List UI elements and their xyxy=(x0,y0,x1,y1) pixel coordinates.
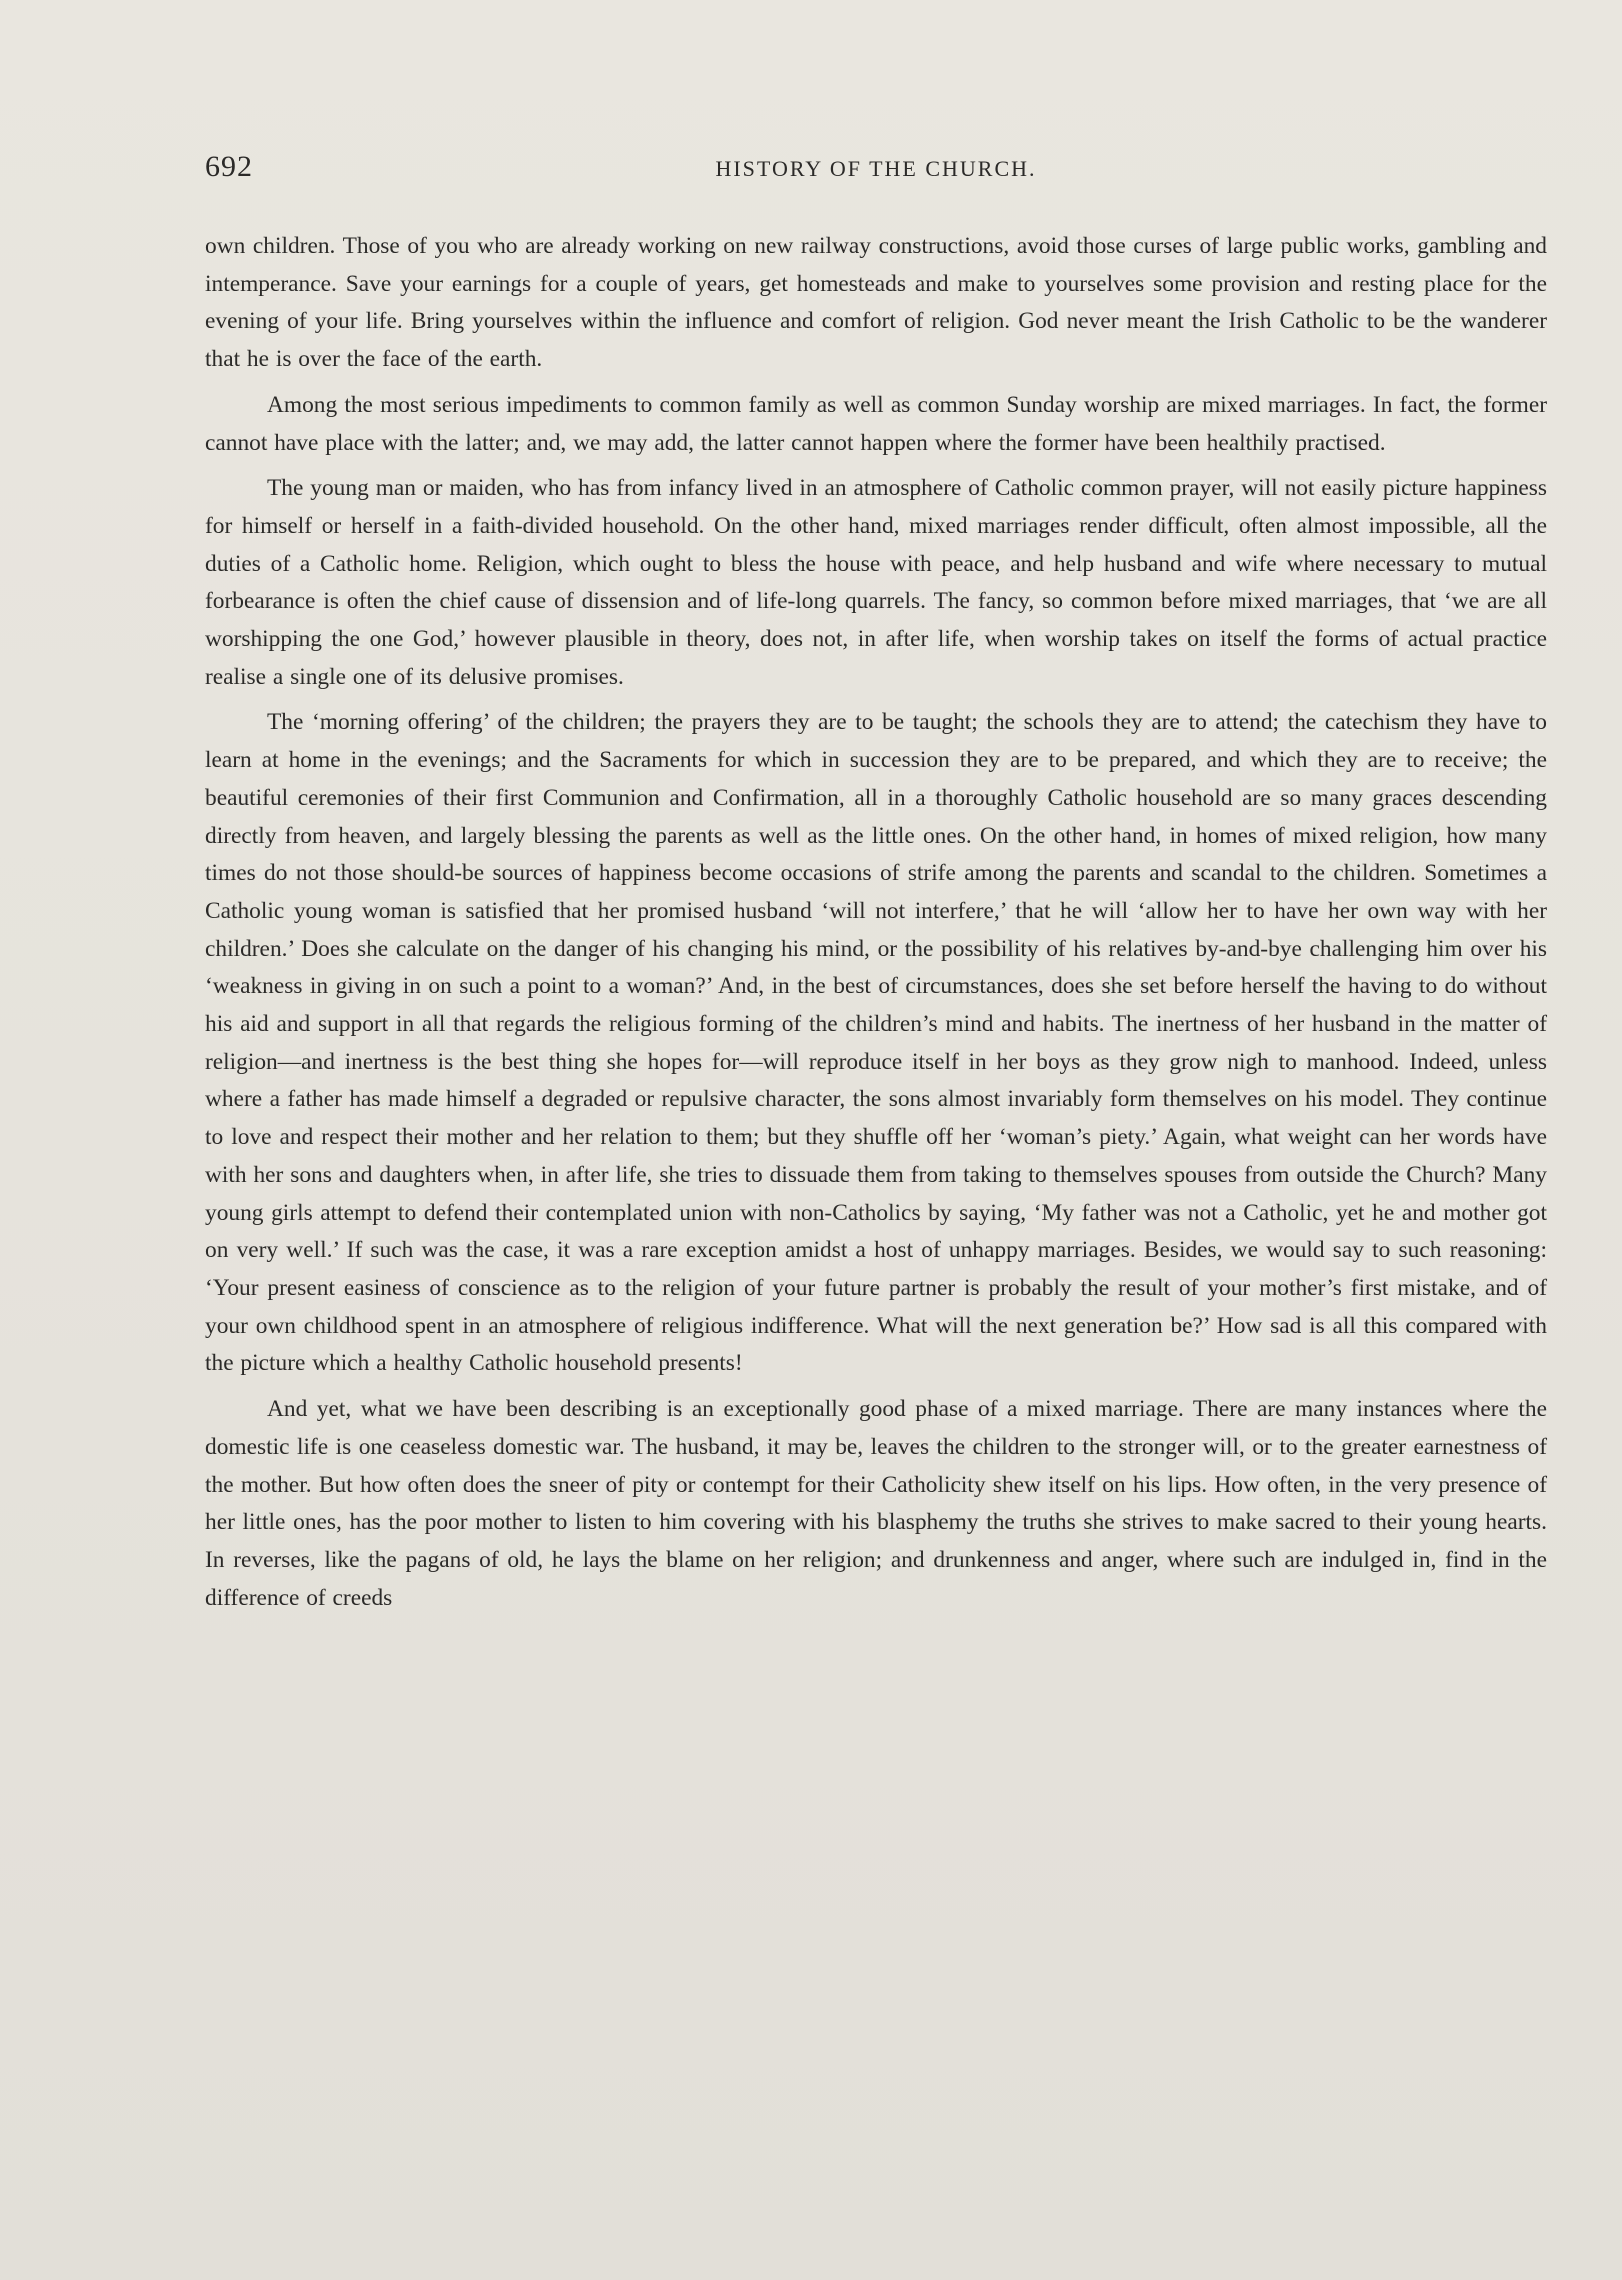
paragraph: Among the most serious impediments to common family as well as common Sunday worship are mixed marriages. In fact, the former cannot have place with the latter; and, we may add, the latter cannot happen where the former have been healthily practised. xyxy=(205,391,1547,456)
paragraph: The ‘morning offering’ of the children; the prayers they are to be taught; the schools they are to attend; the catechism they have to learn at home in the evenings; and the Sacraments for which in succession they are to be prepared, and which they are to receive; the beautiful ceremonies of their first Communion and Confirmation, all in a thoroughly Catholic household are so many graces descending directly from heaven, and largely blessing the parents as well as the little ones. On the other hand, in homes of mixed religion, how many times do not those should-be sources of happiness become occasions of strife among the parents and scandal to the children. Sometimes a Catholic young woman is satisfied that her promised husband ‘will not interfere,’ that he will ‘allow her to have her own way with her children.’ Does she calculate on the danger of his changing his mind, or the possibility of his relatives by-and-bye challenging him over his ‘weakness in giving in on such a point to a woman?’ And, in the best of circumstances, does she set before herself the having to do without his aid and support in all that regards the religious forming of the children’s mind and habits. The inertness of her husband in the matter of religion—and inertness is the best thing she hopes for—will reproduce itself in her boys as they grow nigh to manhood. Indeed, unless where a father has made himself a degraded or repulsive character, the sons almost invariably form themselves on his model. They continue to love and respect their mother and her relation to them; but they shuffle off her ‘woman’s piety.’ Again, what weight can her words have with her sons and daughters when, in after life, she tries to dissuade them from taking to themselves spouses from outside the Church? Many young girls attempt to defend their contemplated union with non-Catholics by saying, ‘My father was not a Catholic, yet he and mother got on very well.’ If such was the case, it was a rare exception amidst a host of unhappy marriages. Besides, we would say to such reasoning: ‘Your present easiness of conscience as to the religion of your future partner is probably the result of your mother’s first mistake, and of your own childhood spent in an atmosphere of religious indifference. What will the next generation be?’ How sad is all this compared with the picture which a healthy Catholic household presents! xyxy=(205,709,1547,1377)
paragraph: The young man or maiden, who has from infancy lived in an atmosphere of Catholic common prayer, will not easily picture happiness for himself or herself in a faith-divided household. On the other hand, mixed marriages render difficult, often almost impossible, all the duties of a Catholic home. Religion, which ought to bless the house with peace, and help husband and wife where necessary to mutual forbearance is often the chief cause of dissension and of life-long quarrels. The fancy, so common before mixed marriages, that ‘we are all worshipping the one God,’ however plausible in theory, does not, in after life, when worship takes on itself the forms of actual practice realise a single one of its delusive promises. xyxy=(205,475,1547,690)
body-text xyxy=(205,228,1547,1625)
paragraph: own children. Those of you who are already working on new railway constructions, avoid those curses of large public works, gambling and intemperance. Save your earnings for a couple of years, get homesteads and make to yourselves some provision and resting place for the evening of your life. Bring yourselves within the influence and comfort of religion. God never meant the Irish Catholic to be the wanderer that he is over the face of the earth. xyxy=(205,233,1547,373)
page-header xyxy=(205,150,1547,190)
paragraph: And yet, what we have been describing is an exceptionally good phase of a mixed marriage. There are many instances where the domestic life is one ceaseless domestic war. The husband, it may be, leaves the children to the stronger will, or to the greater earnestness of the mother. But how often does the sneer of pity or contempt for their Catholicity shew itself on his lips. How often, in the very presence of her little ones, has the poor mother to listen to him covering with his blasphemy the truths she strives to make sacred to their young hearts. In reverses, like the pagans of old, he lays the blame on her religion; and drunkenness and anger, where such are indulged in, find in the difference of creeds xyxy=(205,1396,1547,1611)
page-number: 692 xyxy=(205,150,253,183)
running-head: HISTORY OF THE CHURCH. xyxy=(715,156,1037,181)
